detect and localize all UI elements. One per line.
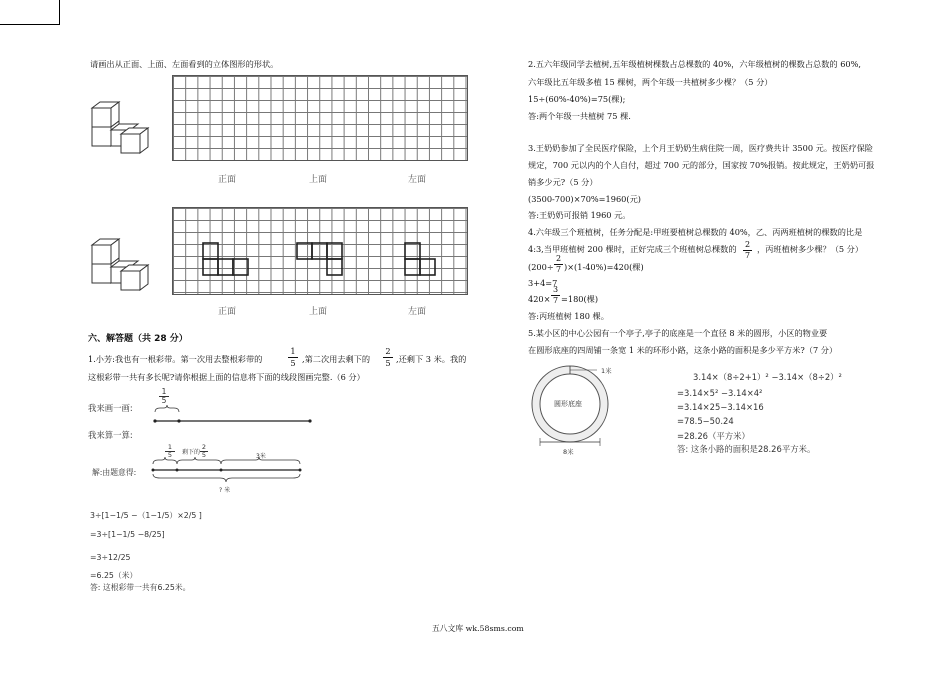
q1-frac1: 1 5 [288, 346, 298, 369]
view-label-top-1: 上面 [309, 175, 328, 185]
view-label-left-2: 左面 [408, 307, 427, 317]
q1-line2: 这根彩带一共有多长呢?请你根据上面的信息将下面的线段图画完整.（6 分） [88, 372, 365, 382]
ring-figure [527, 360, 637, 460]
view-label-front-2: 正面 [218, 307, 237, 317]
segment-diagram [150, 458, 315, 498]
draw-label: 我来画一画: [88, 403, 133, 413]
seg2-label: 剩下的 [182, 449, 201, 456]
section-title: 六、解答题（共 28 分） [88, 334, 188, 344]
view-label-left-1: 左面 [408, 175, 427, 185]
q1-sol-3: =3÷12/25 [90, 553, 131, 562]
grid-views-1 [172, 75, 468, 161]
q4-line2b: ，丙班植树多少棵？（5 分） [757, 244, 864, 254]
q4-line5a: 420× [528, 294, 551, 304]
q4-line3b: )×(1-40%)=420(棵) [564, 262, 644, 272]
q4-line6: 答:丙班植树 180 棵。 [528, 311, 609, 321]
q3-line5: 答:王奶奶可报销 1960 元。 [528, 210, 631, 220]
q3-line2: 规定，700 元以内的个人自付，超过 700 元的部分，国家按 70%报销。按此规定，王奶奶可报 [528, 160, 875, 170]
q2-line2: 六年级比五年级多植 15 棵树，两个年级一共植树多少棵？（5 分） [528, 77, 773, 87]
seg2-frac: 2 5 [201, 443, 207, 459]
q5-sol-4: =78.5−50.24 [677, 416, 734, 426]
q4-line1: 4.六年级三个班植树，任务分配是:甲班要植树总棵数的 40%，乙、丙两班植树的棵数的比是 [528, 227, 863, 237]
total-label: ? 米 [219, 487, 231, 494]
draw-frac: 1 5 [159, 388, 169, 405]
q1-mid: ,第二次用去剩下的 [302, 354, 371, 364]
q4-line3a: (200÷ [528, 262, 554, 272]
calc-label: 我来算一算: [88, 430, 133, 440]
q5-sol-5: =28.26（平方米） [677, 431, 750, 441]
q2-line3: 15÷(60%-40%)=75(棵); [528, 94, 626, 104]
ring-diameter-label: 8米 [563, 448, 574, 456]
q4-line5b: =180(棵) [561, 294, 599, 304]
view-label-top-2: 上面 [309, 307, 328, 317]
q5-sol-1: 3.14×（8÷2+1）² −3.14×（8÷2）² [693, 372, 842, 382]
diagram-intro: 解:由题意得: [92, 468, 137, 477]
q4-line2a: 4:3,当甲班植树 200 棵时，正好完成三个班植树总棵数的 [528, 244, 737, 254]
q1-frac2: 2 5 [383, 346, 393, 369]
q1-sol-4: =6.25（米） [90, 571, 138, 580]
draw-line [150, 405, 315, 425]
q1-sol-1: 3÷[1−1/5 −（1−1/5）×2/5 ] [90, 511, 202, 520]
left-intro: 请画出从正面、上面、左面看到的立体图形的形状。 [90, 59, 279, 69]
q1-sol-5: 答: 这根彩带一共有6.25米。 [90, 583, 191, 592]
ring-width-label: 1米 [601, 367, 612, 375]
q1-sol-2: =3÷[1−1/5 −8/25] [90, 530, 165, 539]
ring-center-label: 圆形底座 [554, 400, 582, 408]
q2-line4: 答:两个年级一共植树 75 棵. [528, 111, 631, 121]
q5-line1: 5.某小区的中心公园有一个亭子,亭子的底座是一个直径 8 米的圆形，小区的物业要 [528, 328, 828, 338]
cube-figure-1 [88, 100, 158, 156]
q5-sol-3: =3.14×25−3.14×16 [677, 402, 764, 412]
corner-box [0, 0, 60, 25]
q4-frac: 2 7 [744, 240, 751, 260]
footer-watermark: 五八文库 wk.58sms.com [432, 624, 524, 633]
q1-end: ,还剩下 3 米。我的 [396, 354, 467, 364]
view-label-front-1: 正面 [218, 175, 237, 185]
seg1-frac: 1 5 [165, 444, 175, 459]
q5-sol-2: =3.14×5² −3.14×4² [677, 388, 763, 398]
seg3-label: 3米 [256, 453, 266, 460]
q3-line1: 3.王奶奶参加了全民医疗保险，上个月王奶奶生病住院一周，医疗费共计 3500 元。按医疗保险 [528, 143, 873, 153]
q2-line1: 2.五六年级同学去植树,五年级植树棵数占总棵数的 40%，六年级植树的棵数占总数的 60%, [528, 59, 861, 69]
q1-line1: 1.小芳:我也有一根彩带。第一次用去整根彩带的 [88, 354, 263, 364]
cube-figure-2 [88, 237, 158, 293]
q4-frac2: 3 7 [552, 285, 559, 305]
q4-line4: 3+4=7 [528, 278, 558, 288]
q3-line4: (3500-700)×70%=1960(元) [528, 194, 641, 204]
q5-line2: 在圆形底座的四周铺一条宽 1 米的环形小路，这条小路的面积是多少平方米?（7 分） [528, 345, 838, 355]
q4-frac-b: 2 7 [555, 254, 562, 274]
answer-views [172, 207, 466, 293]
q5-sol-6: 答: 这条小路的面积是28.26平方米。 [677, 444, 816, 454]
q3-line3: 销多少元?（5 分） [528, 177, 598, 187]
